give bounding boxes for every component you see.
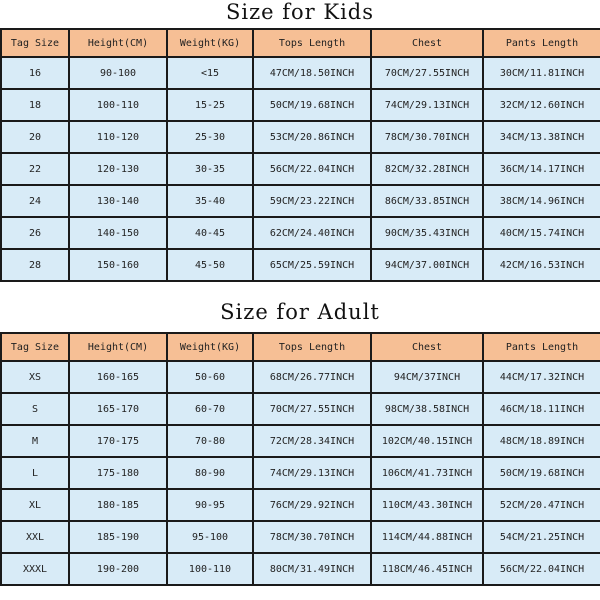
cell-weight: 70-80: [167, 425, 253, 457]
cell-height: 175-180: [69, 457, 167, 489]
cell-chest: 94CM/37INCH: [371, 361, 483, 393]
cell-tops-length: 53CM/20.86INCH: [253, 121, 371, 153]
cell-weight: 50-60: [167, 361, 253, 393]
cell-pants-length: 46CM/18.11INCH: [483, 393, 600, 425]
cell-pants-length: 36CM/14.17INCH: [483, 153, 600, 185]
table-row: [1, 393, 600, 425]
table-header-row: [1, 333, 600, 361]
header-tag-size: Tag Size: [1, 333, 69, 361]
cell-pants-length: 32CM/12.60INCH: [483, 89, 600, 121]
cell-chest: 94CM/37.00INCH: [371, 249, 483, 281]
cell-height: 185-190: [69, 521, 167, 553]
cell-tag-size: 20: [1, 121, 69, 153]
cell-weight: 80-90: [167, 457, 253, 489]
cell-tag-size: 28: [1, 249, 69, 281]
cell-height: 140-150: [69, 217, 167, 249]
cell-weight: 95-100: [167, 521, 253, 553]
cell-weight: 60-70: [167, 393, 253, 425]
cell-tag-size: XXXL: [1, 553, 69, 585]
cell-tops-length: 78CM/30.70INCH: [253, 521, 371, 553]
cell-tops-length: 72CM/28.34INCH: [253, 425, 371, 457]
cell-weight: 35-40: [167, 185, 253, 217]
header-height: Height(CM): [69, 333, 167, 361]
cell-tops-length: 62CM/24.40INCH: [253, 217, 371, 249]
table-row: [1, 121, 600, 153]
header-pants-length: Pants Length: [483, 333, 600, 361]
table-row: [1, 249, 600, 281]
adult-size-table: [0, 332, 600, 586]
table-row: [1, 425, 600, 457]
cell-tops-length: 80CM/31.49INCH: [253, 553, 371, 585]
cell-tag-size: 18: [1, 89, 69, 121]
cell-tag-size: S: [1, 393, 69, 425]
cell-height: 110-120: [69, 121, 167, 153]
header-chest: Chest: [371, 333, 483, 361]
cell-tag-size: 22: [1, 153, 69, 185]
table-header-row: [1, 29, 600, 57]
table-row: [1, 57, 600, 89]
cell-pants-length: 48CM/18.89INCH: [483, 425, 600, 457]
cell-tops-length: 50CM/19.68INCH: [253, 89, 371, 121]
cell-chest: 86CM/33.85INCH: [371, 185, 483, 217]
cell-height: 120-130: [69, 153, 167, 185]
cell-chest: 106CM/41.73INCH: [371, 457, 483, 489]
cell-weight: 15-25: [167, 89, 253, 121]
cell-pants-length: 54CM/21.25INCH: [483, 521, 600, 553]
cell-height: 130-140: [69, 185, 167, 217]
cell-chest: 114CM/44.88INCH: [371, 521, 483, 553]
cell-chest: 82CM/32.28INCH: [371, 153, 483, 185]
table-row: [1, 553, 600, 585]
cell-weight: 30-35: [167, 153, 253, 185]
cell-chest: 90CM/35.43INCH: [371, 217, 483, 249]
cell-pants-length: 50CM/19.68INCH: [483, 457, 600, 489]
cell-tops-length: 70CM/27.55INCH: [253, 393, 371, 425]
table-row: [1, 457, 600, 489]
cell-height: 170-175: [69, 425, 167, 457]
cell-tag-size: XL: [1, 489, 69, 521]
cell-tops-length: 47CM/18.50INCH: [253, 57, 371, 89]
header-pants-length: Pants Length: [483, 29, 600, 57]
cell-tops-length: 74CM/29.13INCH: [253, 457, 371, 489]
cell-pants-length: 34CM/13.38INCH: [483, 121, 600, 153]
cell-tag-size: 16: [1, 57, 69, 89]
table-row: [1, 489, 600, 521]
cell-tag-size: M: [1, 425, 69, 457]
cell-pants-length: 30CM/11.81INCH: [483, 57, 600, 89]
header-tag-size: Tag Size: [1, 29, 69, 57]
cell-height: 165-170: [69, 393, 167, 425]
cell-pants-length: 42CM/16.53INCH: [483, 249, 600, 281]
cell-tag-size: XS: [1, 361, 69, 393]
cell-tag-size: XXL: [1, 521, 69, 553]
cell-tops-length: 76CM/29.92INCH: [253, 489, 371, 521]
cell-height: 160-165: [69, 361, 167, 393]
cell-weight: 40-45: [167, 217, 253, 249]
cell-chest: 118CM/46.45INCH: [371, 553, 483, 585]
cell-tag-size: L: [1, 457, 69, 489]
cell-pants-length: 56CM/22.04INCH: [483, 553, 600, 585]
cell-height: 100-110: [69, 89, 167, 121]
table-row: [1, 153, 600, 185]
kids-size-table: [0, 28, 600, 282]
adult-size-title: Size for Adult: [220, 300, 380, 324]
cell-pants-length: 40CM/15.74INCH: [483, 217, 600, 249]
cell-height: 90-100: [69, 57, 167, 89]
table-row: [1, 89, 600, 121]
cell-tag-size: 26: [1, 217, 69, 249]
cell-tag-size: 24: [1, 185, 69, 217]
cell-chest: 98CM/38.58INCH: [371, 393, 483, 425]
cell-weight: 90-95: [167, 489, 253, 521]
cell-pants-length: 38CM/14.96INCH: [483, 185, 600, 217]
header-chest: Chest: [371, 29, 483, 57]
cell-chest: 102CM/40.15INCH: [371, 425, 483, 457]
kids-size-title: Size for Kids: [225, 0, 375, 24]
header-weight: Weight(KG): [167, 29, 253, 57]
table-row: [1, 361, 600, 393]
cell-pants-length: 44CM/17.32INCH: [483, 361, 600, 393]
cell-chest: 74CM/29.13INCH: [371, 89, 483, 121]
cell-chest: 70CM/27.55INCH: [371, 57, 483, 89]
cell-tops-length: 65CM/25.59INCH: [253, 249, 371, 281]
cell-weight: 45-50: [167, 249, 253, 281]
cell-chest: 78CM/30.70INCH: [371, 121, 483, 153]
cell-tops-length: 68CM/26.77INCH: [253, 361, 371, 393]
header-tops-length: Tops Length: [253, 333, 371, 361]
table-row: [1, 521, 600, 553]
cell-tops-length: 56CM/22.04INCH: [253, 153, 371, 185]
cell-pants-length: 52CM/20.47INCH: [483, 489, 600, 521]
header-weight: Weight(KG): [167, 333, 253, 361]
header-tops-length: Tops Length: [253, 29, 371, 57]
table-row: [1, 185, 600, 217]
cell-weight: 25-30: [167, 121, 253, 153]
cell-tops-length: 59CM/23.22INCH: [253, 185, 371, 217]
cell-height: 180-185: [69, 489, 167, 521]
cell-chest: 110CM/43.30INCH: [371, 489, 483, 521]
cell-weight: <15: [167, 57, 253, 89]
cell-height: 190-200: [69, 553, 167, 585]
cell-height: 150-160: [69, 249, 167, 281]
header-height: Height(CM): [69, 29, 167, 57]
table-row: [1, 217, 600, 249]
cell-weight: 100-110: [167, 553, 253, 585]
